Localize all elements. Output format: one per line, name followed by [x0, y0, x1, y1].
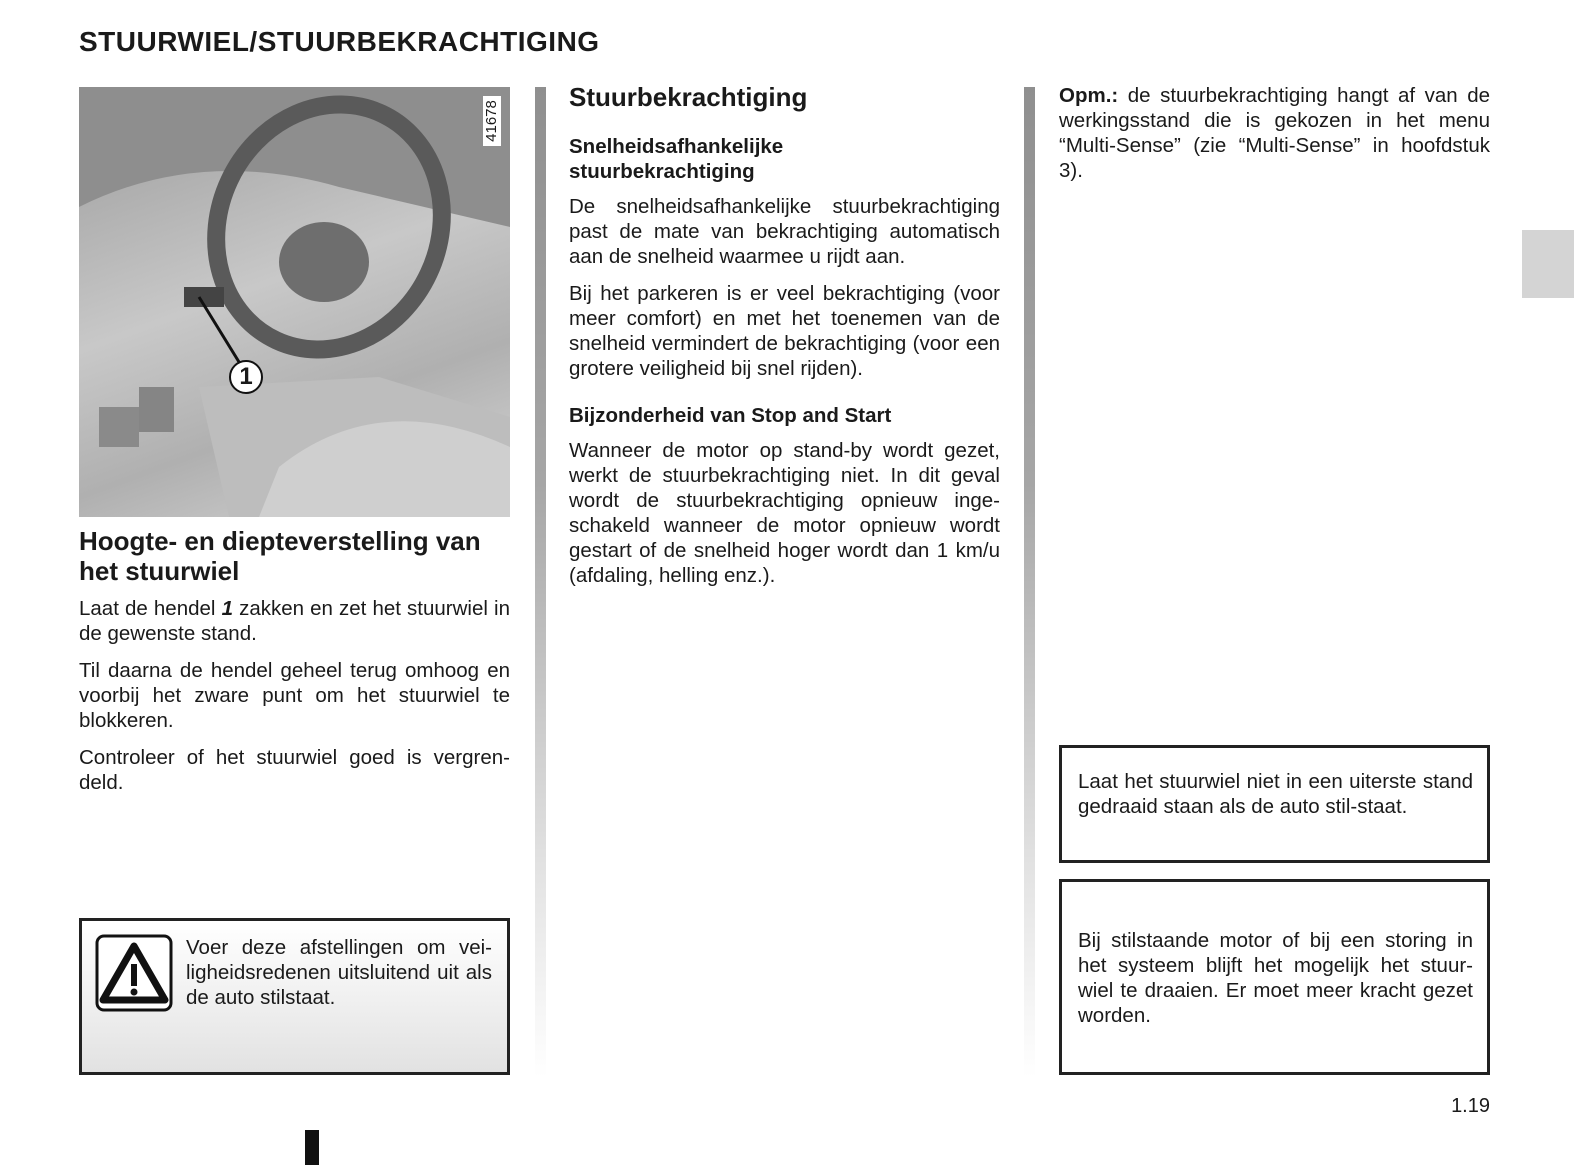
note-text: de stuurbekrachtiging hangt af van de werkingsstand die is gekozen in het menu “Multi-Sense” (zie “Multi-Sense” in hoofdstuk 3). — [1059, 84, 1490, 182]
info-text: Bij stilstaande motor of bij een storing in het systeem blijft het mogelijk het stuur-wiel te draaien. Er moet meer kracht gezet worden. — [1078, 929, 1473, 1027]
chapter-tab — [1522, 230, 1574, 298]
text: zakken en zet het stuurwiel in de gewenste stand. — [79, 597, 510, 645]
page-number: 1.19 — [1451, 1095, 1490, 1117]
lever-reference: 1 — [221, 597, 233, 620]
column-divider — [1024, 87, 1035, 1077]
info-text: Laat het stuurwiel niet in een uiterste stand gedraaid staan als de auto stil-staat. — [1078, 770, 1473, 818]
text: Laat de hendel — [79, 597, 222, 620]
warning-box — [79, 918, 510, 1075]
middle-column — [569, 82, 1000, 600]
paragraph: Til daarna de hendel geheel terug omhoog en voorbij het zware punt om het stuurwiel te blokkeren. — [79, 659, 510, 732]
paragraph: Controleer of het stuurwiel goed is vergren-deld. — [79, 746, 510, 794]
paragraph — [79, 596, 510, 646]
page-title: STUURWIEL/STUURBEKRACHTIGING — [79, 26, 600, 57]
steering-wheel-figure — [79, 87, 510, 517]
subheading: Snelheidsafhankelijke stuurbekrachtiging — [569, 135, 784, 183]
warning-text: Voer deze afstellingen om vei-ligheidsredenen uitsluitend uit als de auto stilstaat. — [186, 936, 492, 1009]
paragraph: De snelheidsafhankelijke stuurbekrachtiging past de mate van bekrachtiging automatisch aan de snelheid waarmee u rijdt aan. — [569, 195, 1000, 268]
steering-wheel-illustration — [79, 87, 510, 517]
info-box — [1059, 745, 1490, 863]
warning-triangle-icon — [95, 934, 173, 1012]
callout-1: 1 — [229, 360, 263, 394]
section-heading: Stuurbekrachtiging — [569, 82, 808, 112]
note-label: Opm.: — [1059, 84, 1119, 107]
info-box — [1059, 879, 1490, 1075]
figure-reference-number: 41678 — [483, 96, 501, 146]
note — [1059, 83, 1490, 183]
column-divider — [535, 87, 546, 1077]
right-column — [1059, 83, 1490, 195]
page-marker — [305, 1130, 319, 1165]
subheading: Bijzonderheid van Stop and Start — [569, 404, 892, 427]
paragraph: Wanneer de motor op stand-by wordt gezet, werkt de stuurbekrachtiging niet. In dit geval wordt de stuurbekrachtiging opnieuw inge-schakeld wanneer de motor opnieuw wordt gestart of de snelheid hoger wordt dan 1 km/u (afdaling, helling enz.). — [569, 439, 1000, 587]
left-column — [79, 526, 510, 807]
section-heading: Hoogte- en diepteverstelling van het stuurwiel — [79, 526, 481, 586]
paragraph: Bij het parkeren is er veel bekrachtiging (voor meer comfort) en met het toenemen van de snelheid vermindert de bekrachtiging (voor een grotere veiligheid bij snel rijden). — [569, 282, 1000, 380]
